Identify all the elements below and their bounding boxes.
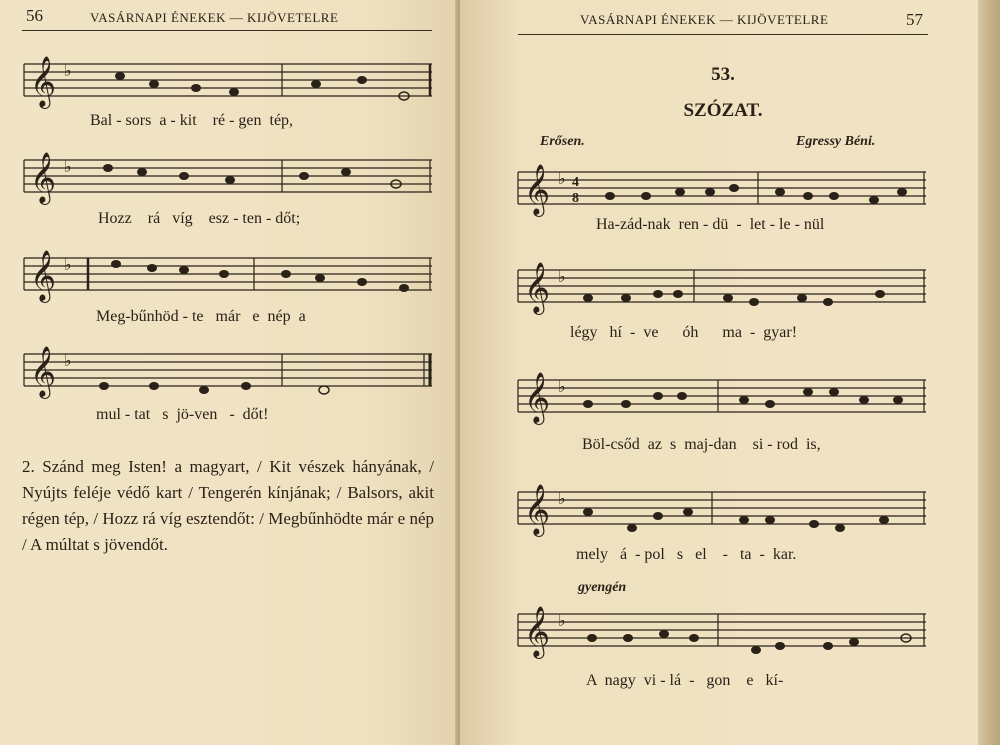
music-staff-7 (518, 372, 928, 422)
svg-text:♭: ♭ (558, 377, 566, 396)
svg-text:♭: ♭ (64, 157, 72, 176)
lyric-line: mely á - pol s el - ta - kar. (576, 546, 797, 563)
lyric-line: Meg-bűnhöd - te már e nép a (96, 308, 306, 325)
lyric-line: légy hí - ve óh ma - gyar! (570, 324, 798, 341)
left-page (0, 0, 458, 745)
music-staff-5 (518, 164, 928, 214)
svg-text:𝄞: 𝄞 (30, 250, 57, 301)
music-staff-3 (24, 250, 434, 300)
left-page-number: 56 (26, 6, 43, 25)
music-staff-8 (518, 484, 928, 534)
right-page-number: 57 (906, 10, 923, 29)
svg-text:4: 4 (572, 175, 579, 190)
hymn-number: 53. (711, 64, 735, 85)
svg-text:𝄞: 𝄞 (524, 262, 551, 313)
svg-text:𝄞: 𝄞 (524, 164, 551, 215)
svg-text:♭: ♭ (558, 267, 566, 286)
verse-2-text: 2. Szánd meg Isten! a magyart, / Kit vészek hányának, / Nyújts feléje védő kart / Tengerén kínjának; / Balsors, akit régen tép, / Hozz rá víg esztendőt: / Megbűnhödte már e nép / A múltat s jövendőt. (22, 457, 434, 554)
svg-text:𝄞: 𝄞 (524, 484, 551, 535)
right-running-head: VASÁRNAPI ÉNEKEK — KIJÖVETELRE (580, 12, 829, 27)
svg-text:♭: ♭ (64, 61, 72, 80)
svg-text:♭: ♭ (64, 255, 72, 274)
lyric-line: Bal - sors a - kit ré - gen tép, (90, 112, 294, 129)
svg-text:♭: ♭ (558, 169, 566, 188)
svg-text:𝄞: 𝄞 (30, 152, 57, 203)
lyric-line: mul - tat s jö-ven - dőt! (96, 406, 269, 423)
svg-text:𝄞: 𝄞 (524, 606, 551, 657)
lyric-line: A nagy vi - lá - gon e kí- (586, 672, 784, 689)
lyric-line: Ha-zád-nak ren - dü - let - le - nül (596, 216, 825, 233)
header-rule (22, 30, 432, 31)
lyric-line: Hozz rá víg esz - ten - dőt; (98, 210, 301, 227)
svg-text:𝄞: 𝄞 (30, 346, 57, 397)
svg-text:♭: ♭ (64, 351, 72, 370)
dynamic-marking: gyengén (578, 580, 627, 595)
lyric-line: Böl-csőd az s maj-dan si - rod is, (582, 436, 821, 453)
composer-credit: Egressy Béni. (796, 134, 876, 149)
svg-text:♭: ♭ (558, 611, 566, 630)
music-staff-9 (518, 606, 928, 656)
svg-text:♭: ♭ (558, 489, 566, 508)
svg-text:8: 8 (572, 191, 579, 206)
tempo-marking: Erősen. (540, 134, 585, 149)
music-staff-2 (24, 152, 434, 202)
hymn-title: SZÓZAT. (683, 100, 763, 121)
right-page (460, 0, 978, 745)
svg-text:𝄞: 𝄞 (524, 372, 551, 423)
music-staff-6 (518, 262, 928, 312)
left-running-head: VASÁRNAPI ÉNEKEK — KIJÖVETELRE (90, 10, 339, 25)
music-staff-1 (24, 56, 434, 106)
header-rule (518, 34, 928, 35)
page-edges (978, 0, 1000, 745)
svg-text:𝄞: 𝄞 (30, 56, 57, 107)
music-staff-4 (24, 346, 434, 396)
